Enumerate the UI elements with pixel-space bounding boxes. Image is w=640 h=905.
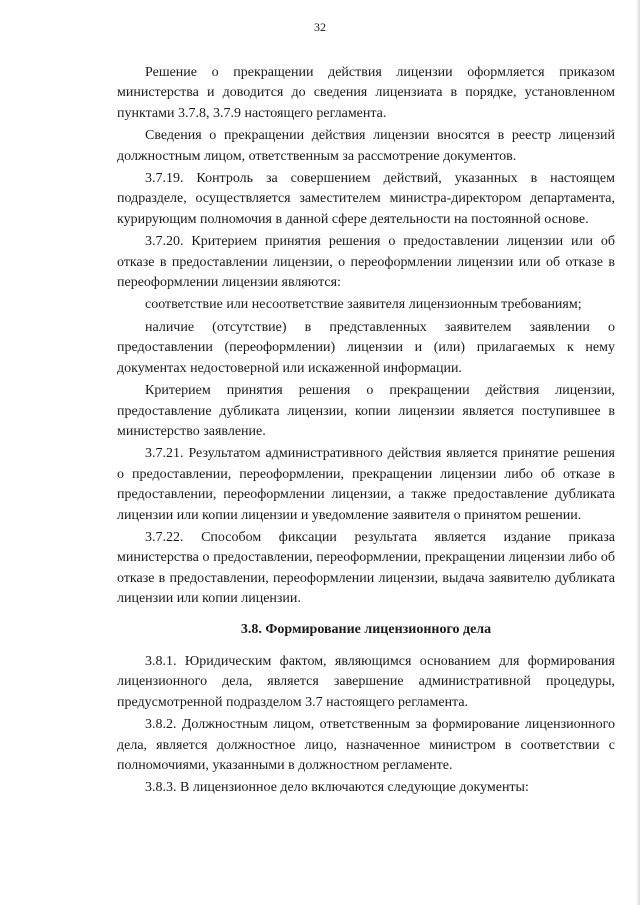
paragraph-3-8-3: 3.8.3. В лицензионное дело включаются следующие документы: bbox=[145, 780, 529, 796]
scan-edge bbox=[636, 0, 640, 905]
paragraph-3-7-19: 3.7.19. Контроль за совершением действий, указанных в настоящем подразделе, осуществляется заместителем министра-директором департамента, курирующим полномочия в данной сфере деятельности на постоянной основе. bbox=[117, 171, 615, 227]
paragraph-termination-criterion: Критерием принятия решения о прекращении действия лицензии, предоставление дубликата лицензии, копии лицензии является поступившее в министерство заявление. bbox=[117, 383, 615, 439]
page-number: 32 bbox=[314, 20, 326, 34]
paragraph-criterion-compliance: соответствие или несоответствие заявителя лицензионным требованиям; bbox=[145, 297, 582, 313]
paragraph-3-8-2: 3.8.2. Должностным лицом, ответственным за формирование лицензионного дела, является должностное лицо, назначенное министром в соответствии с полномочиями, указанными в должностном регламенте. bbox=[117, 717, 615, 773]
paragraph-3-8-1: 3.8.1. Юридическим фактом, являющимся основанием для формирования лицензионного дела, является завершение административной процедуры, предусмотренной подразделом 3.7 настоящего регламента. bbox=[117, 653, 615, 710]
paragraph-registry-entry: Сведения о прекращении действия лицензии вносятся в реестр лицензий должностным лицом, ответственным за рассмотрение документов. bbox=[117, 128, 615, 164]
paragraph-license-termination-order: Решение о прекращении действия лицензии оформляется приказом министерства и доводится до сведения лицензиата в порядке, установленном пунктами 3.7.8, 3.7.9 настоящего регламента. bbox=[117, 65, 615, 121]
section-heading: 3.8. Формирование лицензионного дела bbox=[240, 621, 492, 637]
document-body bbox=[117, 63, 615, 801]
paragraph-3-7-20: 3.7.20. Критерием принятия решения о предоставлении лицензии или об отказе в предоставлении лицензии, о переоформлении лицензии или об отказе в переоформлении лицензии являются: bbox=[117, 234, 615, 291]
paragraph-3-7-22: 3.7.22. Способом фиксации результата является издание приказа министерства о предоставлении, переоформлении, прекращении лицензии либо об отказе в предоставлении, переоформлении лицензии, выдача заявителю дубликата лицензии или копии лицензии. bbox=[117, 529, 615, 607]
paragraph-criterion-false-information: наличие (отсутствие) в представленных заявителем заявлении о предоставлении (переоформлении) лицензии и (или) прилагаемых к нему документах недостоверной или искаженной информации. bbox=[117, 319, 615, 376]
paragraph-3-7-21: 3.7.21. Результатом административного действия является принятие решения о предоставлении, переоформлении, прекращении лицензии либо об отказе в предоставлении, переоформлении лицензии, а также предоставление дубликата лицензии или копии лицензии и уведомление заявителя о принятом решении. bbox=[117, 446, 615, 523]
